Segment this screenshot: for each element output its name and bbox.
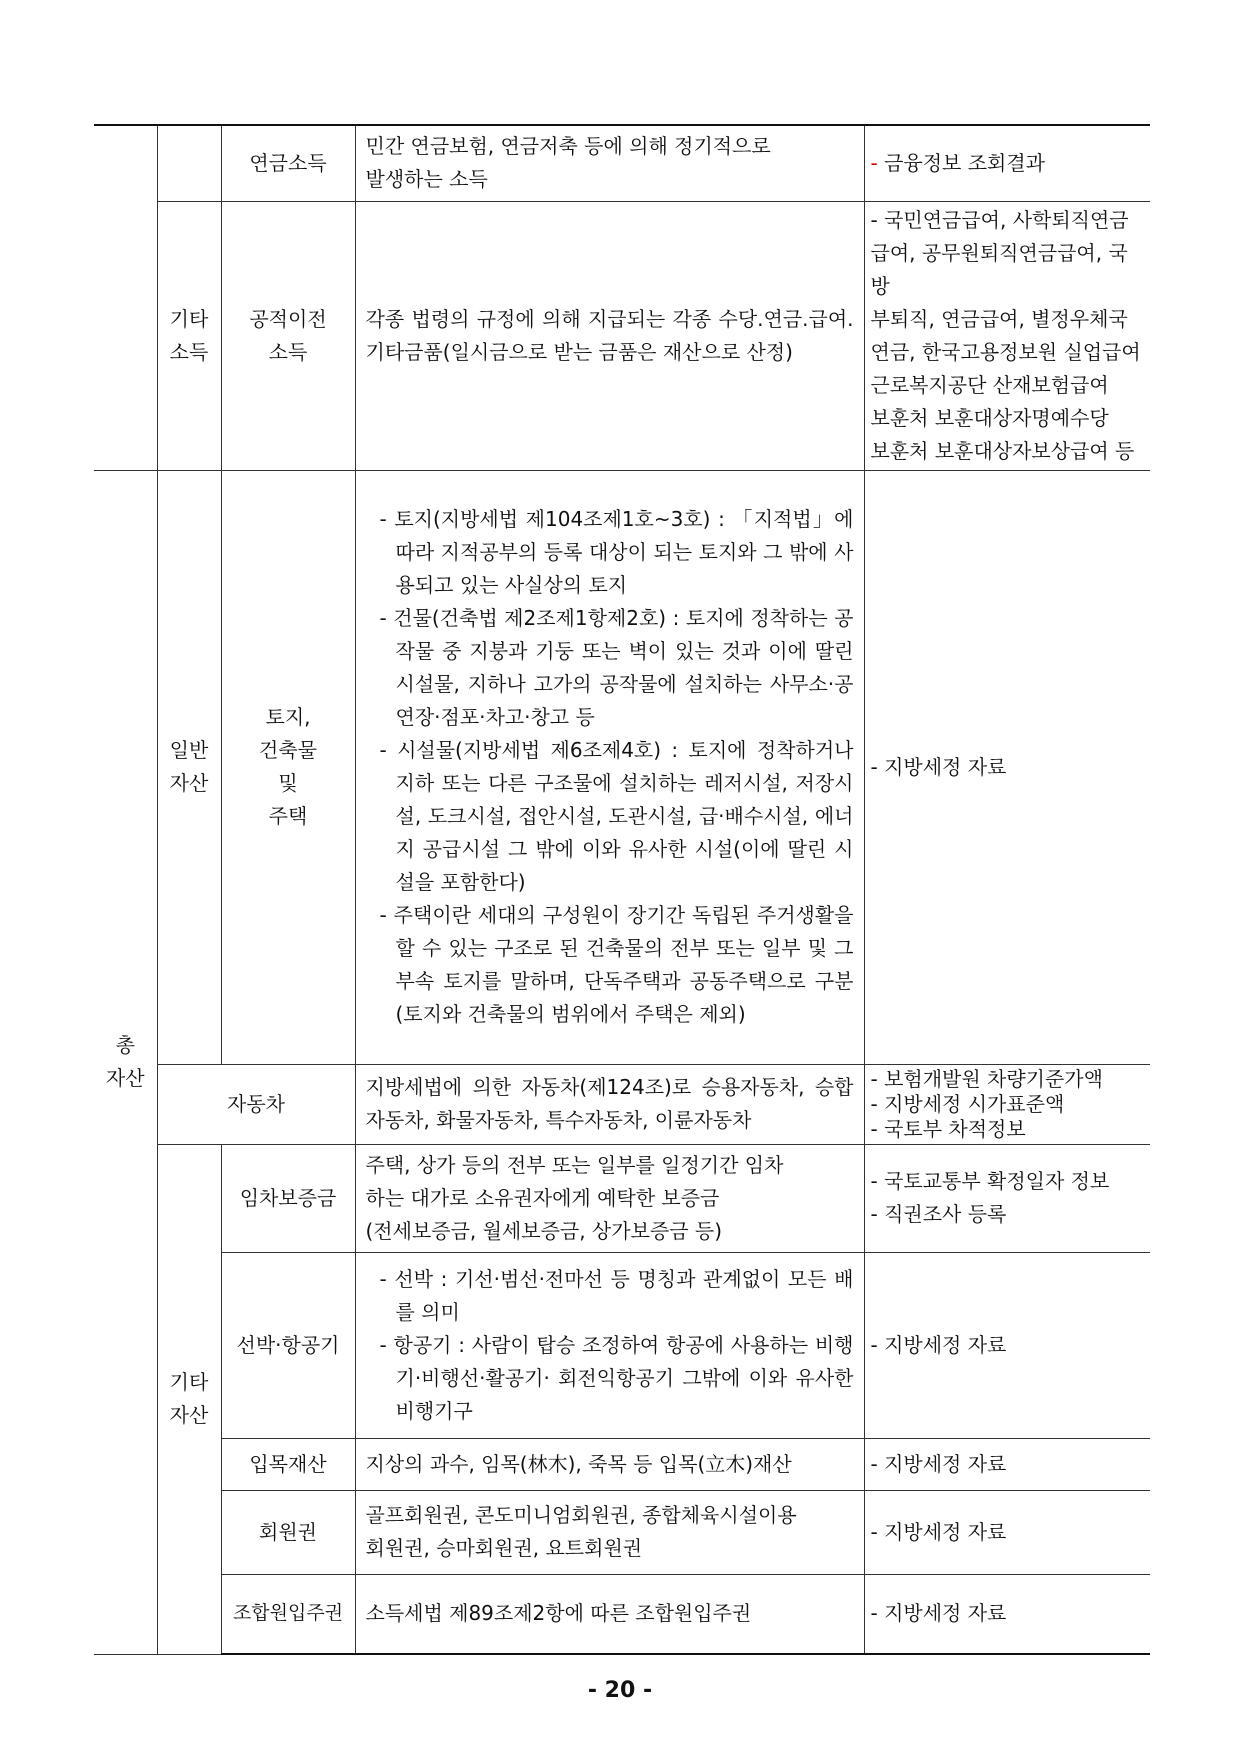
- source-line: - 국토교통부 확정일자 정보: [870, 1169, 1110, 1193]
- item-name: 입목재산: [221, 1438, 355, 1490]
- description-line: 민간 연금보험, 연금저축 등에 의해 정기적으로: [365, 134, 771, 159]
- item-source: [864, 125, 1150, 201]
- item-source: - 지방세정 자료: [864, 1438, 1150, 1490]
- table-row-public-transfer: [94, 201, 1150, 470]
- description-line: (전세보증금, 월세보증금, 상가보증금 등): [365, 1218, 723, 1243]
- table-row-car: [94, 1064, 1150, 1144]
- table-row-deposit: [94, 1144, 1150, 1252]
- item-source: [864, 1144, 1150, 1252]
- description-line: 회원권, 승마회원권, 요트회원권: [365, 1536, 643, 1560]
- description-bullet: - 시설물(지방세법 제6조제4호) : 토지에 정착하거나 지하 또는 다른 구조물에 설치하는 레저시설, 저장시설, 도크시설, 접안시설, 도관시설, 급·배수시설, 에너지 공급시설 그 밖에 이와 유사한 시설(이에 딸린 시설을 포함한다): [379, 738, 854, 894]
- table-row-timber: [94, 1438, 1150, 1490]
- description-line: 주택, 상가 등의 전부 또는 일부를 일정기간 임차: [365, 1152, 784, 1177]
- source-line: 급여, 공무원퇴직연금급여, 국방: [870, 240, 1128, 298]
- item-name: 선박·항공기: [221, 1252, 355, 1438]
- item-source: - 지방세정 자료: [864, 1490, 1150, 1574]
- source-line: - 보험개발원 차량기준가액: [870, 1066, 1103, 1091]
- description-line: 발생하는 소득: [365, 167, 488, 192]
- item-description: [355, 1144, 864, 1252]
- group-label: 일반 자산: [157, 470, 221, 1064]
- group-label: 기타 자산: [157, 1144, 221, 1654]
- item-description: 지상의 과수, 임목(林木), 죽목 등 입목(立木)재산: [355, 1438, 864, 1490]
- table-row-membership: [94, 1490, 1150, 1574]
- description-line: 골프회원권, 콘도미니엄회원권, 종합체육시설이용: [365, 1503, 797, 1527]
- source-line: 보훈처 보훈대상자명예수당: [870, 405, 1109, 430]
- item-description: 지방세법에 의한 자동차(제124조)로 승용자동차, 승합자동차, 화물자동차, 특수자동차, 이륜자동차: [355, 1064, 864, 1144]
- table-row-pension: [94, 125, 1150, 201]
- source-line: 보훈처 보훈대상자보상급여 등: [870, 438, 1135, 463]
- item-name: 토지, 건축물 및 주택: [221, 470, 355, 1064]
- item-name: 연금소득: [221, 125, 355, 201]
- item-name: 임차보증금: [221, 1144, 355, 1252]
- item-source: - 지방세정 자료: [864, 470, 1150, 1064]
- item-name: 조합원입주권: [221, 1574, 355, 1654]
- item-description: [355, 470, 864, 1064]
- description-bullet: - 건물(건축법 제2조제1항제2호) : 토지에 정착하는 공작물 중 지붕과 기둥 또는 벽이 있는 것과 이에 딸린 시설물, 지하나 고가의 공작물에 설치하는 사무소·공연장·점포·차고·창고 등: [379, 606, 854, 729]
- source-text: 금융정보 조회결과: [877, 150, 1045, 175]
- description-line: 하는 대가로 소유권자에게 예탁한 보증금: [365, 1185, 720, 1210]
- item-description: [355, 125, 864, 201]
- source-dash: -: [870, 150, 878, 175]
- description-bullet: - 토지(지방세법 제104조제1호~3호) : 「지적법」에 따라 지적공부의 등록 대상이 되는 토지와 그 밖에 사용되고 있는 사실상의 토지: [379, 507, 854, 597]
- item-description: 소득세법 제89조제2항에 따른 조합원입주권: [355, 1574, 864, 1654]
- source-line: - 직권조사 등록: [870, 1202, 1007, 1226]
- description-bullet: - 주택이란 세대의 구성원이 장기간 독립된 주거생활을 할 수 있는 구조로 된 건축물의 전부 또는 일부 및 그 부속 토지를 말하며, 단독주택과 공동주택으로 구분(토지와 건축물의 범위에서 주택은 제외): [379, 903, 854, 1026]
- item-description: [355, 1490, 864, 1574]
- source-line: - 국민연금급여, 사학퇴직연금: [870, 207, 1129, 232]
- income-asset-table: [94, 124, 1150, 1655]
- page-number: - 20 -: [587, 1678, 653, 1703]
- item-description: 각종 법령의 규정에 의해 지급되는 각종 수당.연금.급여.기타금품(일시금으로 받는 금품은 재산으로 산정): [355, 201, 864, 470]
- description-bullet: - 항공기 : 사람이 탑승 조정하여 항공에 사용하는 비행기·비행선·활공기· 회전익항공기 그밖에 이와 유사한 비행기구: [379, 1332, 854, 1423]
- table-row-coop-right: [94, 1574, 1150, 1654]
- item-name: 자동차: [157, 1064, 355, 1144]
- blank-cell: [157, 125, 221, 201]
- source-line: 부퇴직, 연금급여, 별정우체국: [870, 306, 1128, 331]
- total-assets-label: 총 자산: [94, 470, 157, 1654]
- table-row-land-building: [94, 470, 1150, 1064]
- item-source: - 지방세정 자료: [864, 1574, 1150, 1654]
- item-source: [864, 1064, 1150, 1144]
- item-description: [355, 1252, 864, 1438]
- description-bullet: - 선박 : 기선·범선·전마선 등 명칭과 관계없이 모든 배를 의미: [379, 1266, 854, 1324]
- source-line: - 국토부 차적정보: [870, 1116, 1026, 1141]
- source-line: 근로복지공단 산재보험급여: [870, 372, 1109, 397]
- item-source: [864, 201, 1150, 470]
- source-line: - 지방세정 시가표준액: [870, 1091, 1065, 1116]
- table-row-ship-aircraft: [94, 1252, 1150, 1438]
- group-label: 기타 소득: [157, 201, 221, 470]
- blank-cell: [94, 125, 157, 470]
- item-name: 회원권: [221, 1490, 355, 1574]
- item-name: 공적이전 소득: [221, 201, 355, 470]
- source-line: 연금, 한국고용정보원 실업급여: [870, 339, 1141, 364]
- item-source: - 지방세정 자료: [864, 1252, 1150, 1438]
